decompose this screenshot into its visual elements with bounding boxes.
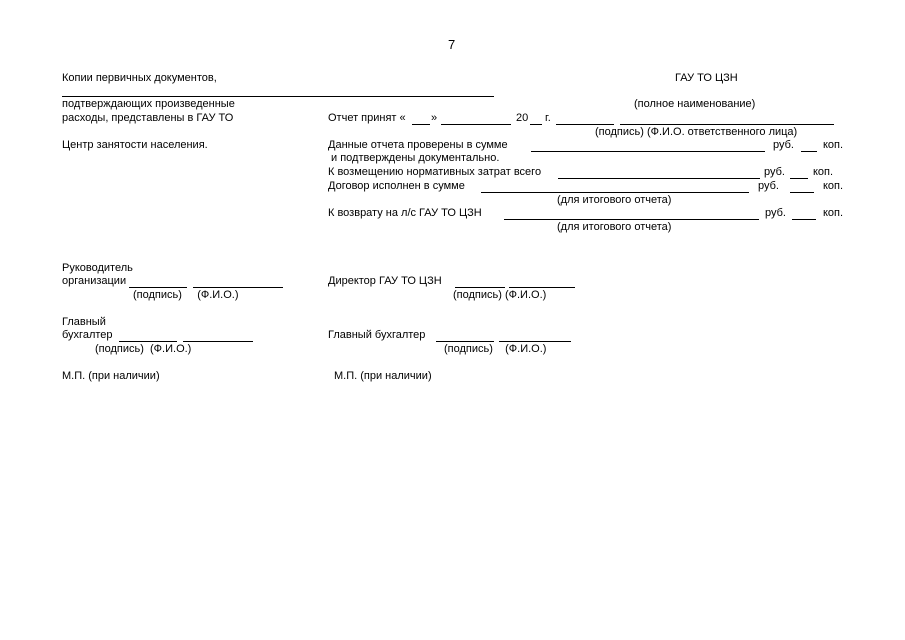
org-name: ГАУ ТО ЦЗН — [675, 72, 738, 84]
reimburse-kop-line — [790, 178, 808, 179]
director-signature-line — [455, 287, 505, 288]
sign-caption: (подпись) (Ф.И.О. ответственного лица) — [595, 126, 798, 138]
left-accountant-label2: бухгалтер — [62, 329, 113, 341]
contract-label: Договор исполнен в сумме — [328, 180, 465, 192]
director-name-line — [509, 287, 575, 288]
reimburse-rub: руб. — [764, 166, 785, 178]
org-caption: (полное наименование) — [634, 98, 756, 110]
report-year-suffix: г. — [542, 112, 551, 124]
refund-kop: коп. — [823, 207, 844, 219]
checked-label: Данные отчета проверены в сумме — [328, 139, 508, 151]
contract-rub: руб. — [758, 180, 779, 192]
left-accountant-name-line — [183, 341, 253, 342]
final-caption-1: (для итогового отчета) — [557, 194, 672, 206]
report-month-line — [441, 124, 511, 125]
submitted-label: расходы, представлены в ГАУ ТО — [62, 112, 234, 124]
head-signature-line — [129, 287, 187, 288]
copies-line — [62, 96, 494, 97]
report-quote-close: » — [431, 112, 438, 124]
refund-kop-line — [792, 219, 816, 220]
checked-sum-line — [531, 151, 765, 152]
left-stamp: М.П. (при наличии) — [62, 370, 160, 382]
report-signature-line — [556, 124, 614, 125]
report-accepted-label: Отчет принят « — [328, 112, 406, 124]
head-label: Руководитель — [62, 262, 133, 274]
refund-rub: руб. — [765, 207, 786, 219]
left-accountant-signature-line — [119, 341, 177, 342]
report-year-line — [530, 124, 542, 125]
right-accountant-signature-line — [436, 341, 494, 342]
left-accountant-label: Главный — [62, 316, 106, 328]
reimburse-sum-line — [558, 178, 760, 179]
confirmed-label: и подтверждены документально. — [331, 152, 500, 164]
right-accountant-caption: (подпись) (Ф.И.О.) — [444, 343, 547, 355]
report-day-line — [412, 124, 430, 125]
report-year: 20 — [516, 112, 529, 124]
page-number: 7 — [448, 37, 456, 52]
checked-rub: руб. — [773, 139, 794, 151]
reimburse-label: К возмещению нормативных затрат всего — [328, 166, 542, 178]
head-caption: (подпись) (Ф.И.О.) — [133, 289, 239, 301]
right-accountant-label: Главный бухгалтер — [328, 329, 426, 341]
final-caption-2: (для итогового отчета) — [557, 221, 672, 233]
report-name-line — [620, 124, 834, 125]
refund-label: К возврату на л/с ГАУ ТО ЦЗН — [328, 207, 482, 219]
reimburse-kop: коп. — [813, 166, 834, 178]
checked-kop: коп. — [823, 139, 844, 151]
checked-kop-line — [801, 151, 817, 152]
head-org-label: организации — [62, 275, 127, 287]
contract-sum-line — [481, 192, 749, 193]
right-accountant-name-line — [499, 341, 571, 342]
right-stamp: М.П. (при наличии) — [334, 370, 432, 382]
left-accountant-caption: (подпись) (Ф.И.О.) — [95, 343, 192, 355]
center-label: Центр занятости населения. — [62, 139, 208, 151]
director-label: Директор ГАУ ТО ЦЗН — [328, 275, 442, 287]
contract-kop: коп. — [823, 180, 844, 192]
refund-sum-line — [504, 219, 759, 220]
copies-label: Копии первичных документов, — [62, 72, 217, 84]
confirming-label: подтверждающих произведенные — [62, 98, 235, 110]
head-name-line — [193, 287, 283, 288]
director-caption: (подпись) (Ф.И.О.) — [453, 289, 547, 301]
contract-kop-line — [790, 192, 814, 193]
